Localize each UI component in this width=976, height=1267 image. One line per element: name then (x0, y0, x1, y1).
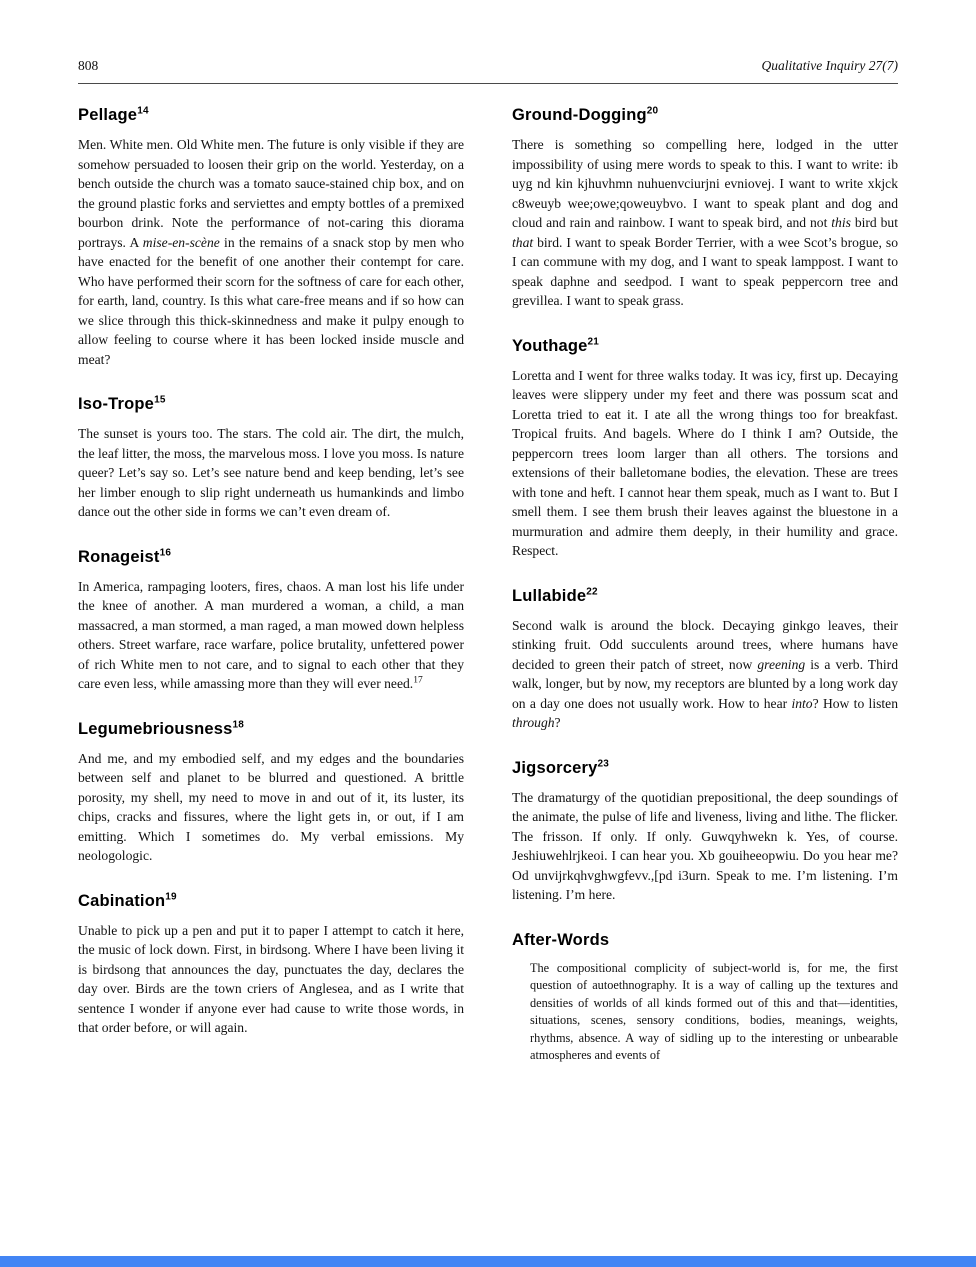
page-header (78, 58, 898, 83)
article-section (78, 395, 464, 522)
right-column (512, 106, 898, 1075)
section-title: Youthage (512, 336, 588, 355)
heading-footnote-number: 22 (586, 586, 598, 597)
section-title: Lullabide (512, 586, 587, 605)
paragraph: And me, and my embodied self, and my edges and the boundaries between self and planet to be blurred and questioned. A brittle porosity, my shell, my need to move in and out of it, its luster, its chips, cracks and fissures, where the light gets in, or out, if I am emitting. Which I sometimes do. My verbal emissions. My neologologic. (78, 750, 464, 863)
article-section (512, 337, 898, 561)
italic-text: this (831, 215, 851, 230)
section-heading (512, 106, 898, 125)
bottom-bar (0, 1256, 976, 1267)
section-heading (78, 548, 464, 567)
paragraph: The compositional complicity of subject-world is, for me, the first question of autoethnography. It is a way of calling up the textures and densities of worlds of all kinds formed out of this and that—identities, situations, scenes, sensory conditions, bodies, meanings, weights, rhythms, absence. A way of sidling up to the interesting or unbearable atmospheres and events of (530, 960, 898, 1062)
paragraph (512, 135, 898, 311)
heading-footnote-number: 21 (587, 336, 600, 347)
heading-footnote-number: 15 (154, 394, 166, 406)
section-heading (512, 759, 898, 778)
section-heading (78, 395, 464, 414)
heading-footnote-number: 14 (137, 105, 149, 117)
text-run: bird but (850, 215, 898, 230)
text-run: Men. White men. Old White men. The future is only visible if they are somehow persuaded to loosen their grip on the world. Yesterday, on a bench outside the church was a tomato sauce-stained chip box, and on the ground plastic forks and serviettes and empty bottles of a premixed bourbon drink. Note the performance of not-caring this diorama portrays. A (78, 137, 464, 250)
section-title: Iso-Trope (78, 395, 155, 413)
italic-text: greening (757, 656, 806, 672)
paragraph: The dramaturgy of the quotidian prepositional, the deep soundings of the animate, the pulse of life and liveness, living and lithe. The flicker. The frisson. If only. If only. Guwqyhwekn k. Yes, of course. Jeshiuwehlrjkeoi. I can hear you. Xb gouiheeopwiu. Do you hear me? Od unvijrkqhvghwgfevv.,[pd i3urn. Speak to me. I’m listening. I’m listening. I’m here. (512, 789, 898, 902)
italic-text: that (512, 234, 534, 250)
article-section (512, 759, 898, 905)
header-rule (78, 83, 898, 84)
article-section (512, 106, 898, 311)
section-title: Cabination (78, 891, 166, 910)
article-section (78, 548, 464, 694)
article-section (512, 587, 898, 733)
section-heading (78, 720, 464, 739)
section-heading (78, 892, 464, 911)
text-run: ? (554, 715, 561, 730)
page-number: 808 (78, 58, 99, 73)
left-column (78, 106, 464, 1075)
heading-footnote-number: 20 (646, 105, 659, 117)
article-body (78, 106, 898, 1075)
section-title: Jigsorcery (512, 758, 598, 777)
italic-text: into (791, 695, 813, 711)
section-heading (512, 931, 898, 950)
section-title: Ronageist (78, 547, 160, 566)
italic-text: mise-en-scène (142, 234, 220, 250)
paragraph: Loretta and I went for three walks today. It was icy, first up. Decaying leaves were slippery under my feet and there was possum scat and Loretta tried to eat it. I ate all the wrong things too for breakfast. Tropical fruits. And bagels. Where do I think I am? Outside, the peppercorn trees loom larger than all others. The torsions and extensions of their balletomane bodies, the elevation. These are trees with tone and heft. I cannot hear them speak, much as I want to. But I smell them. I see them brush their leaves against the bluestone in a murmuration and admire them deeply, in their humility and grace. Respect. (512, 367, 898, 558)
heading-footnote-number: 23 (597, 758, 609, 769)
article-section (78, 106, 464, 369)
text-run: ? How to listen (812, 695, 898, 711)
section-title: Pellage (78, 106, 138, 124)
article-section (512, 931, 898, 1065)
paragraph: Unable to pick up a pen and put it to paper I attempt to catch it here, the music of lock down. First, in birdsong. Where I have been living it is birdsong that announces the day, punctuates the day, declares the day over. Birds are the town criers of Anglesea, and as I write that sentence I wonder if anyone ever had cause to write those words, in that order before, or will again. (78, 922, 464, 1035)
italic-text: through (512, 715, 555, 730)
text-run: There is something so compelling here, lodged in the utter impossibility of using mere words to speak to this. I want to write: ib uyg nd kin kjhuvhmn nuhuenvciurjni evniovej. I want to write xkjck c8weuyb wee;owe;qoweuybvo. I want to speak plant and dog and cloud and rain and rainbow. I want to speak bird, and not (512, 137, 898, 230)
paragraph (78, 135, 464, 369)
paragraph: The sunset is yours too. The stars. The cold air. The dirt, the mulch, the leaf litter, the moss, the marvelous moss. I love you moss. Is nature queer? Let’s say so. Let’s see nature bend and keep bending, let’s see her limber enough to slip right underneath us humankinds and limbo dance out the other side in forms we can’t even dream of. (78, 426, 464, 519)
heading-footnote-number: 18 (232, 719, 245, 730)
section-heading (512, 337, 898, 356)
section-heading (78, 106, 464, 125)
footnote-number: 17 (413, 675, 423, 686)
article-section (78, 720, 464, 866)
text-run: In America, rampaging looters, fires, chaos. A man lost his life under the knee of another. A man murdered a woman, a child, a man massacred, a man stormed, a man raged, a man mowed down helpless others. Street warfare, race warfare, police brutality, unfettered power of rich White men to not care, and to signal to each other that they care even less, while amassing more than they will ever need. (78, 578, 464, 691)
article-section (78, 892, 464, 1038)
text-run: in the remains of a snack stop by men who have enacted for the benefit of one another their contempt for care. Who have performed their scorn for the softness of care for each other, for earth, land, country. Is this what care-free means and if so how can we slice through this thick-skinnedness and make it pulpy enough to allow feeling to course where it has been locked inside muscle and meat? (78, 234, 465, 367)
text-run: bird. I want to speak Border Terrier, with a wee Scot’s brogue, so I can commune with my dog, and I want to speak lamppost. I want to speak daphne and seedpod. I want to speak peppercorn tree and grevillea. I want to speak grass. (512, 234, 898, 308)
text-run: Second walk is around the block. Decaying ginkgo leaves, their stinking fruit. Odd succulents around trees, where humans have decided to green their patch of street, now (512, 617, 898, 672)
heading-footnote-number: 16 (159, 547, 172, 558)
paragraph (78, 577, 464, 694)
section-title: Ground-Dogging (512, 106, 647, 124)
journal-title: Qualitative Inquiry 27(7) (761, 58, 898, 73)
section-title: After-Words (512, 930, 610, 949)
section-title: Legumebriousness (78, 719, 233, 738)
journal-page (78, 0, 898, 1075)
text-run: is a verb. Third walk, longer, but by now, my receptors are blunted by a long work day on a day one does not usually work. How to hear (512, 656, 898, 711)
heading-footnote-number: 19 (165, 891, 177, 902)
paragraph (512, 616, 898, 733)
section-heading (512, 587, 898, 606)
